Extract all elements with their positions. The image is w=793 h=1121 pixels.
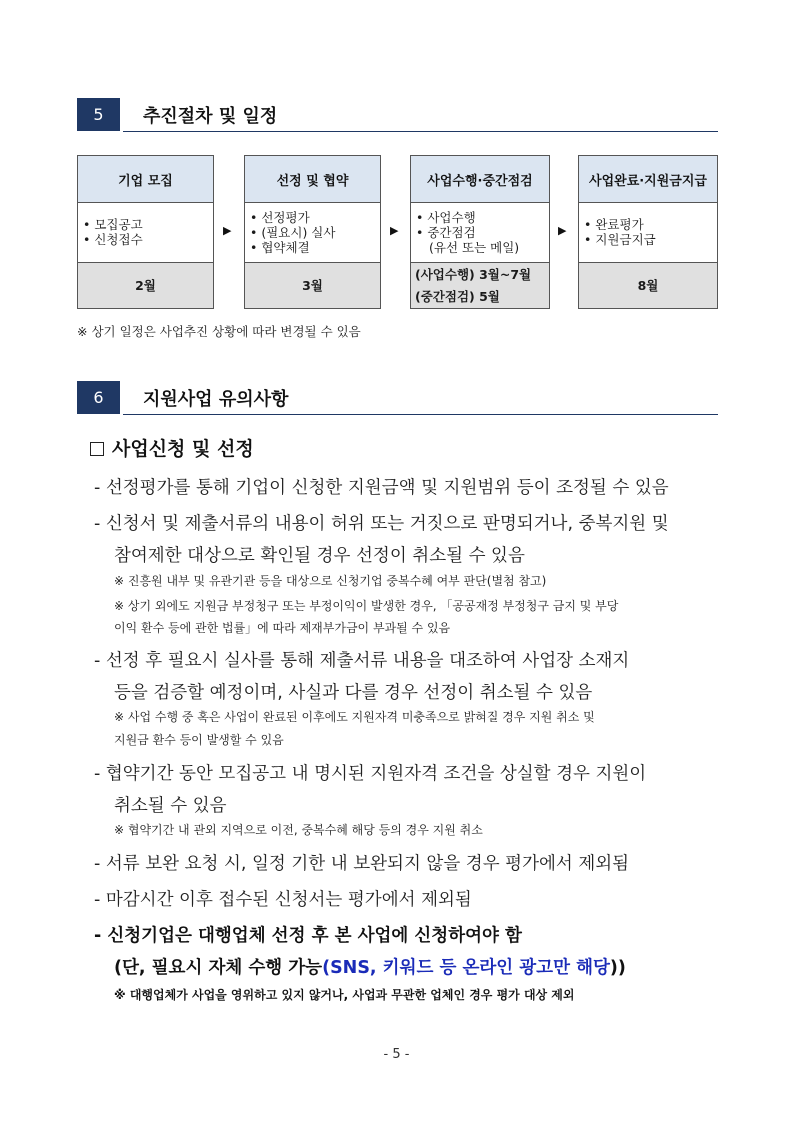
step-body (411, 202, 549, 262)
step-select (244, 155, 381, 309)
sub-heading (90, 434, 254, 461)
period-text: 8월 (637, 277, 659, 293)
sub-note: ※ 협약기간 내 관외 지역으로 이전, 중복수혜 해당 등의 경우 지원 취소 (114, 823, 483, 837)
period-text: 3월 (302, 277, 323, 293)
list-item: • 협약체결 (250, 240, 380, 255)
notice-line: 취소될 수 있음 (114, 796, 227, 816)
notice-line: - 선정평가를 통해 기업이 신청한 지원금액 및 지원범위 등이 조정될 수 있음 (94, 478, 669, 498)
step-head: 선정 및 협약 (245, 156, 380, 203)
emphasis-text: (단, 필요시 자체 수행 가능 (114, 958, 323, 978)
emphasis-text: )) (609, 958, 626, 978)
period-text: (중간점검) 5월 (415, 288, 500, 304)
list-item: • 완료평가 (584, 217, 717, 232)
step-body (579, 202, 717, 262)
step-head: 기업 모집 (78, 156, 213, 203)
arrow-right-icon: ▶ (558, 224, 567, 237)
list-item-continuation: (유선 또는 메일) (429, 239, 520, 255)
sub-note-emphasis: ※ 대행업체가 사업을 영위하고 있지 않거나, 사업과 무관한 업체인 경우 평가 대상 제외 (114, 988, 575, 1002)
notice-line: - 협약기간 동안 모집공고 내 명시된 지원자격 조건을 상실할 경우 지원이 (94, 764, 647, 784)
notice-line-emphasis (114, 954, 626, 979)
step-body (245, 202, 380, 262)
section-number-5: 5 (77, 98, 120, 131)
list-item: • (필요시) 실사 (250, 225, 380, 240)
step-period (245, 262, 380, 308)
arrow-right-icon: ▶ (223, 224, 232, 237)
notice-line: - 서류 보완 요청 시, 일정 기한 내 보완되지 않을 경우 평가에서 제외됨 (94, 854, 630, 874)
step-complete (578, 155, 718, 309)
notice-line: - 선정 후 필요시 실사를 통해 제출서류 내용을 대조하여 사업장 소재지 (94, 651, 630, 671)
step-execute (410, 155, 550, 309)
list-item: • 지원금지급 (584, 232, 717, 247)
section-number-6: 6 (77, 381, 120, 414)
section-rule-5 (123, 131, 718, 132)
sub-note: ※ 상기 외에도 지원금 부정청구 또는 부정이익이 발생한 경우, 「공공재정 부정청구 금지 및 부당 (114, 599, 619, 613)
step-period (78, 262, 213, 308)
step-recruit (77, 155, 214, 309)
page-number: - 5 - (383, 1047, 410, 1062)
list-item: • 신청접수 (83, 232, 213, 247)
section-title-6: 지원사업 유의사항 (143, 389, 289, 410)
step-head: 사업수행·중간점검 (411, 156, 549, 203)
section-rule-6 (123, 414, 718, 415)
notice-line-emphasis: - 신청기업은 대행업체 선정 후 본 사업에 신청하여야 함 (94, 926, 522, 946)
period-text: (사업수행) 3월~7월 (415, 266, 532, 282)
step-period (411, 262, 549, 308)
sub-heading-text: 사업신청 및 선정 (112, 438, 254, 460)
list-item: • 중간점검 (416, 225, 549, 240)
sub-note: 이익 환수 등에 관한 법률」에 따라 제재부가금이 부과될 수 있음 (114, 621, 451, 635)
sub-note: 지원금 환수 등이 발생할 수 있음 (114, 733, 284, 747)
sub-note: ※ 진흥원 내부 및 유관기관 등을 대상으로 신청기업 중복수혜 여부 판단(별첨 참고) (114, 574, 547, 588)
step-body (78, 202, 213, 262)
list-item: • 모집공고 (83, 217, 213, 232)
arrow-right-icon: ▶ (390, 224, 399, 237)
list-item: • 사업수행 (416, 210, 549, 225)
period-text: 2월 (135, 277, 156, 293)
step-head: 사업완료·지원금지급 (579, 156, 717, 203)
schedule-note: ※ 상기 일정은 사업추진 상황에 따라 변경될 수 있음 (77, 324, 361, 339)
step-period (579, 262, 717, 308)
section-title-5: 추진절차 및 일정 (143, 106, 278, 127)
notice-line: 등을 검증할 예정이며, 사실과 다를 경우 선정이 취소될 수 있음 (114, 683, 593, 703)
notice-line: - 마감시간 이후 접수된 신청서는 평가에서 제외됨 (94, 890, 472, 910)
notice-line: 참여제한 대상으로 확인될 경우 선정이 취소될 수 있음 (114, 546, 525, 566)
checkbox-square-icon (90, 442, 104, 456)
list-item: • 선정평가 (250, 210, 380, 225)
notice-line: - 신청서 및 제출서류의 내용이 허위 또는 거짓으로 판명되거나, 중복지원 및 (94, 514, 669, 534)
sub-note: ※ 사업 수행 중 혹은 사업이 완료된 이후에도 지원자격 미충족으로 밝혀질 경우 지원 취소 및 (114, 710, 595, 724)
emphasis-text-blue: (SNS, 키워드 등 온라인 광고만 해당 (322, 958, 610, 978)
